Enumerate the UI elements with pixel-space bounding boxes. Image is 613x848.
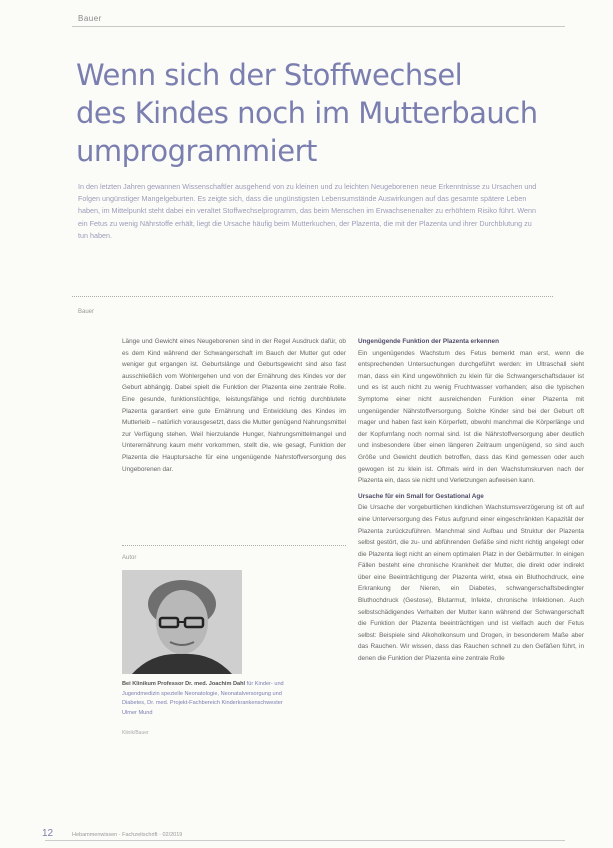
title-line-1: Wenn sich der Stoffwechsel — [76, 58, 463, 92]
author-divider — [122, 545, 346, 546]
right-column — [358, 336, 584, 665]
section-divider — [72, 296, 553, 297]
section-kicker: Bauer — [78, 14, 102, 23]
author-name: Bei Klinikum Professor Dr. med. Joachim Dahl — [122, 681, 246, 687]
article-title — [76, 56, 546, 170]
photo-credit: Klinik/Bauer — [122, 730, 149, 736]
right-paragraph-2: Die Ursache der vorgeburtlichen kindlichen Wachstumsverzögerung ist oft auf eine Unterversorgung des Fetus aufgrund einer eingeschränkten Kapazität der Plazenta zurückzuführen. Manchmal sind Aufbau und Struktur der Plazenta selbst gestört, die zu- und abführenden Gefäße sind nicht richtig angelegt oder die Plazenta liegt nicht an einem optimalen Platz in der Gebärmutter. In einigen Fällen besteht eine chronische Krankheit der Mutter, die direkt oder indirekt über eine Beeinträchtigung der Plazenta wirkt, etwa ein Bluthochdruck, eine Erkrankung der Nieren, ein Diabetes, schwangerschaftsbedingter Bluthochdruck (Gestose), Blutarmut, Infekte, chronische Infektionen. Auch selbstschädigendes Verhalten der Mutter kann während der Schwangerschaft die Funktion der Plazenta beeinträchtigen und ist vielfach auch der Fetus selbst: Beispiele sind Alkoholkonsum und Drogen, in besonderem Maße aber das Rauchen. Wir wissen, dass das Rauchen schnell zu den Gefäßen führt, in denen die Funktion der Plazenta eine zentrale Rolle — [358, 504, 584, 663]
author-portrait-illustration — [122, 570, 242, 674]
footer-rule — [45, 840, 565, 841]
footer-text: Hebammenwissen · Fachzeitschrift · 02/2019 — [72, 832, 183, 838]
top-rule — [72, 26, 565, 27]
left-column — [122, 336, 346, 475]
lead-paragraph: In den letzten Jahren gewannen Wissenschaftler ausgehend von zu kleinen und zu leichten Neugeborenen neue Erkenntnisse zu Ursachen und Folgen ungünstiger Mangelgeburten. Es zeigte sich, dass die ungünstigsten Lebensumstände Auswirkungen auf das gesamte spätere Leben haben, im Mittelpunkt steht dabei ein veraltet Stoffwechselprogramm, das beim Menschen im Erwachsenenalter zu erhöhtem Risiko führt. Wenn ein Fetus zu wenig Nährstoffe erhält, liegt die Ursache häufig beim Mutterkuchen, der Plazenta, die mit der Plazenta und ihrer Durchblutung zu tun haben. — [78, 182, 537, 240]
left-paragraph-1: Länge und Gewicht eines Neugeborenen sind in der Regel Ausdruck dafür, ob es dem Kind während der Schwangerschaft im Bauch der Mutter gut oder weniger gut ergangen ist. Geburtslänge und Geburtsgewicht sind also fast ausschließlich vom Wohlergehen und von der Ernährung des Kindes vor der Geburt abhängig. Dabei spielt die Funktion der Plazenta eine zentrale Rolle. Eine gesunde, funktionstüchtige, leistungsfähige und richtig durchblutete Plazenta garantiert eine gute Ernährung und Entwicklung des Kindes im Mutterleib – natürlich vorausgesetzt, dass die Mutter genügend Nahrungsmittel zur Verfügung stehen. Weil hierzulande Hunger, Nahrungsmittelmangel und Unterernährung kaum mehr vorkommen, stellt die, wie gesagt, Funktion der Plazenta die Hauptursache für eine ungenügende Nahrstoffversorgung des Ungeborenen dar. — [122, 338, 346, 473]
right-paragraph-1: Ein ungenügendes Wachstum des Fetus bemerkt man erst, wenn die entsprechenden Untersuchungen durchgeführt werden: im Ultraschall sieht man, dass ein Kind ungewöhnlich zu klein für die Schwangerschaftsdauer ist und es ist auch nicht zu wenig Fruchtwasser vorhanden; also die typischen Symptome einer nicht ausreichenden Funktion einer Plazenta mit ungenügender Nährstoffversorgung. Solche Kinder sind bei der Geburt oft mager und haben fast kein Körperfett, obwohl manchmal die Körperlänge und der Kopfumfang noch normal sind. Ist die Nährstoffversorgung aber deutlich und insbesondere über einen längeren Zeitraum ungenügend, so sind auch Größe und Gewicht deutlich betroffen, dass das Kind gemessen oder auch gewogen ist zu klein ist. Oftmals wird in den Wachstumskurven nach der Plazenta ein, dass sie nicht und Verletzungen aufweisen kann. — [358, 349, 584, 485]
section-label: Bauer — [78, 309, 95, 315]
author-label: Autor — [122, 555, 137, 561]
author-photo — [122, 570, 242, 674]
author-description: für Kinder- und Jugendmedizin spezielle Neonatologie, Neonatalversorgung und Diabetes, Dr. med. Projekt-Fachbereich Kinderkrankenschwester Ulmer Mund — [122, 681, 284, 716]
title-line-3: umprogrammiert — [76, 134, 317, 168]
subheading-placenta-function: Ungenügende Funktion der Plazenta erkennen — [358, 338, 499, 345]
subheading-small-for-gestational-age: Ursache für ein Small for Gestational Age — [358, 492, 484, 500]
title-line-2: des Kindes noch im Mutterbauch — [76, 96, 538, 130]
page-number: 12 — [42, 828, 54, 839]
author-bio — [122, 680, 292, 718]
